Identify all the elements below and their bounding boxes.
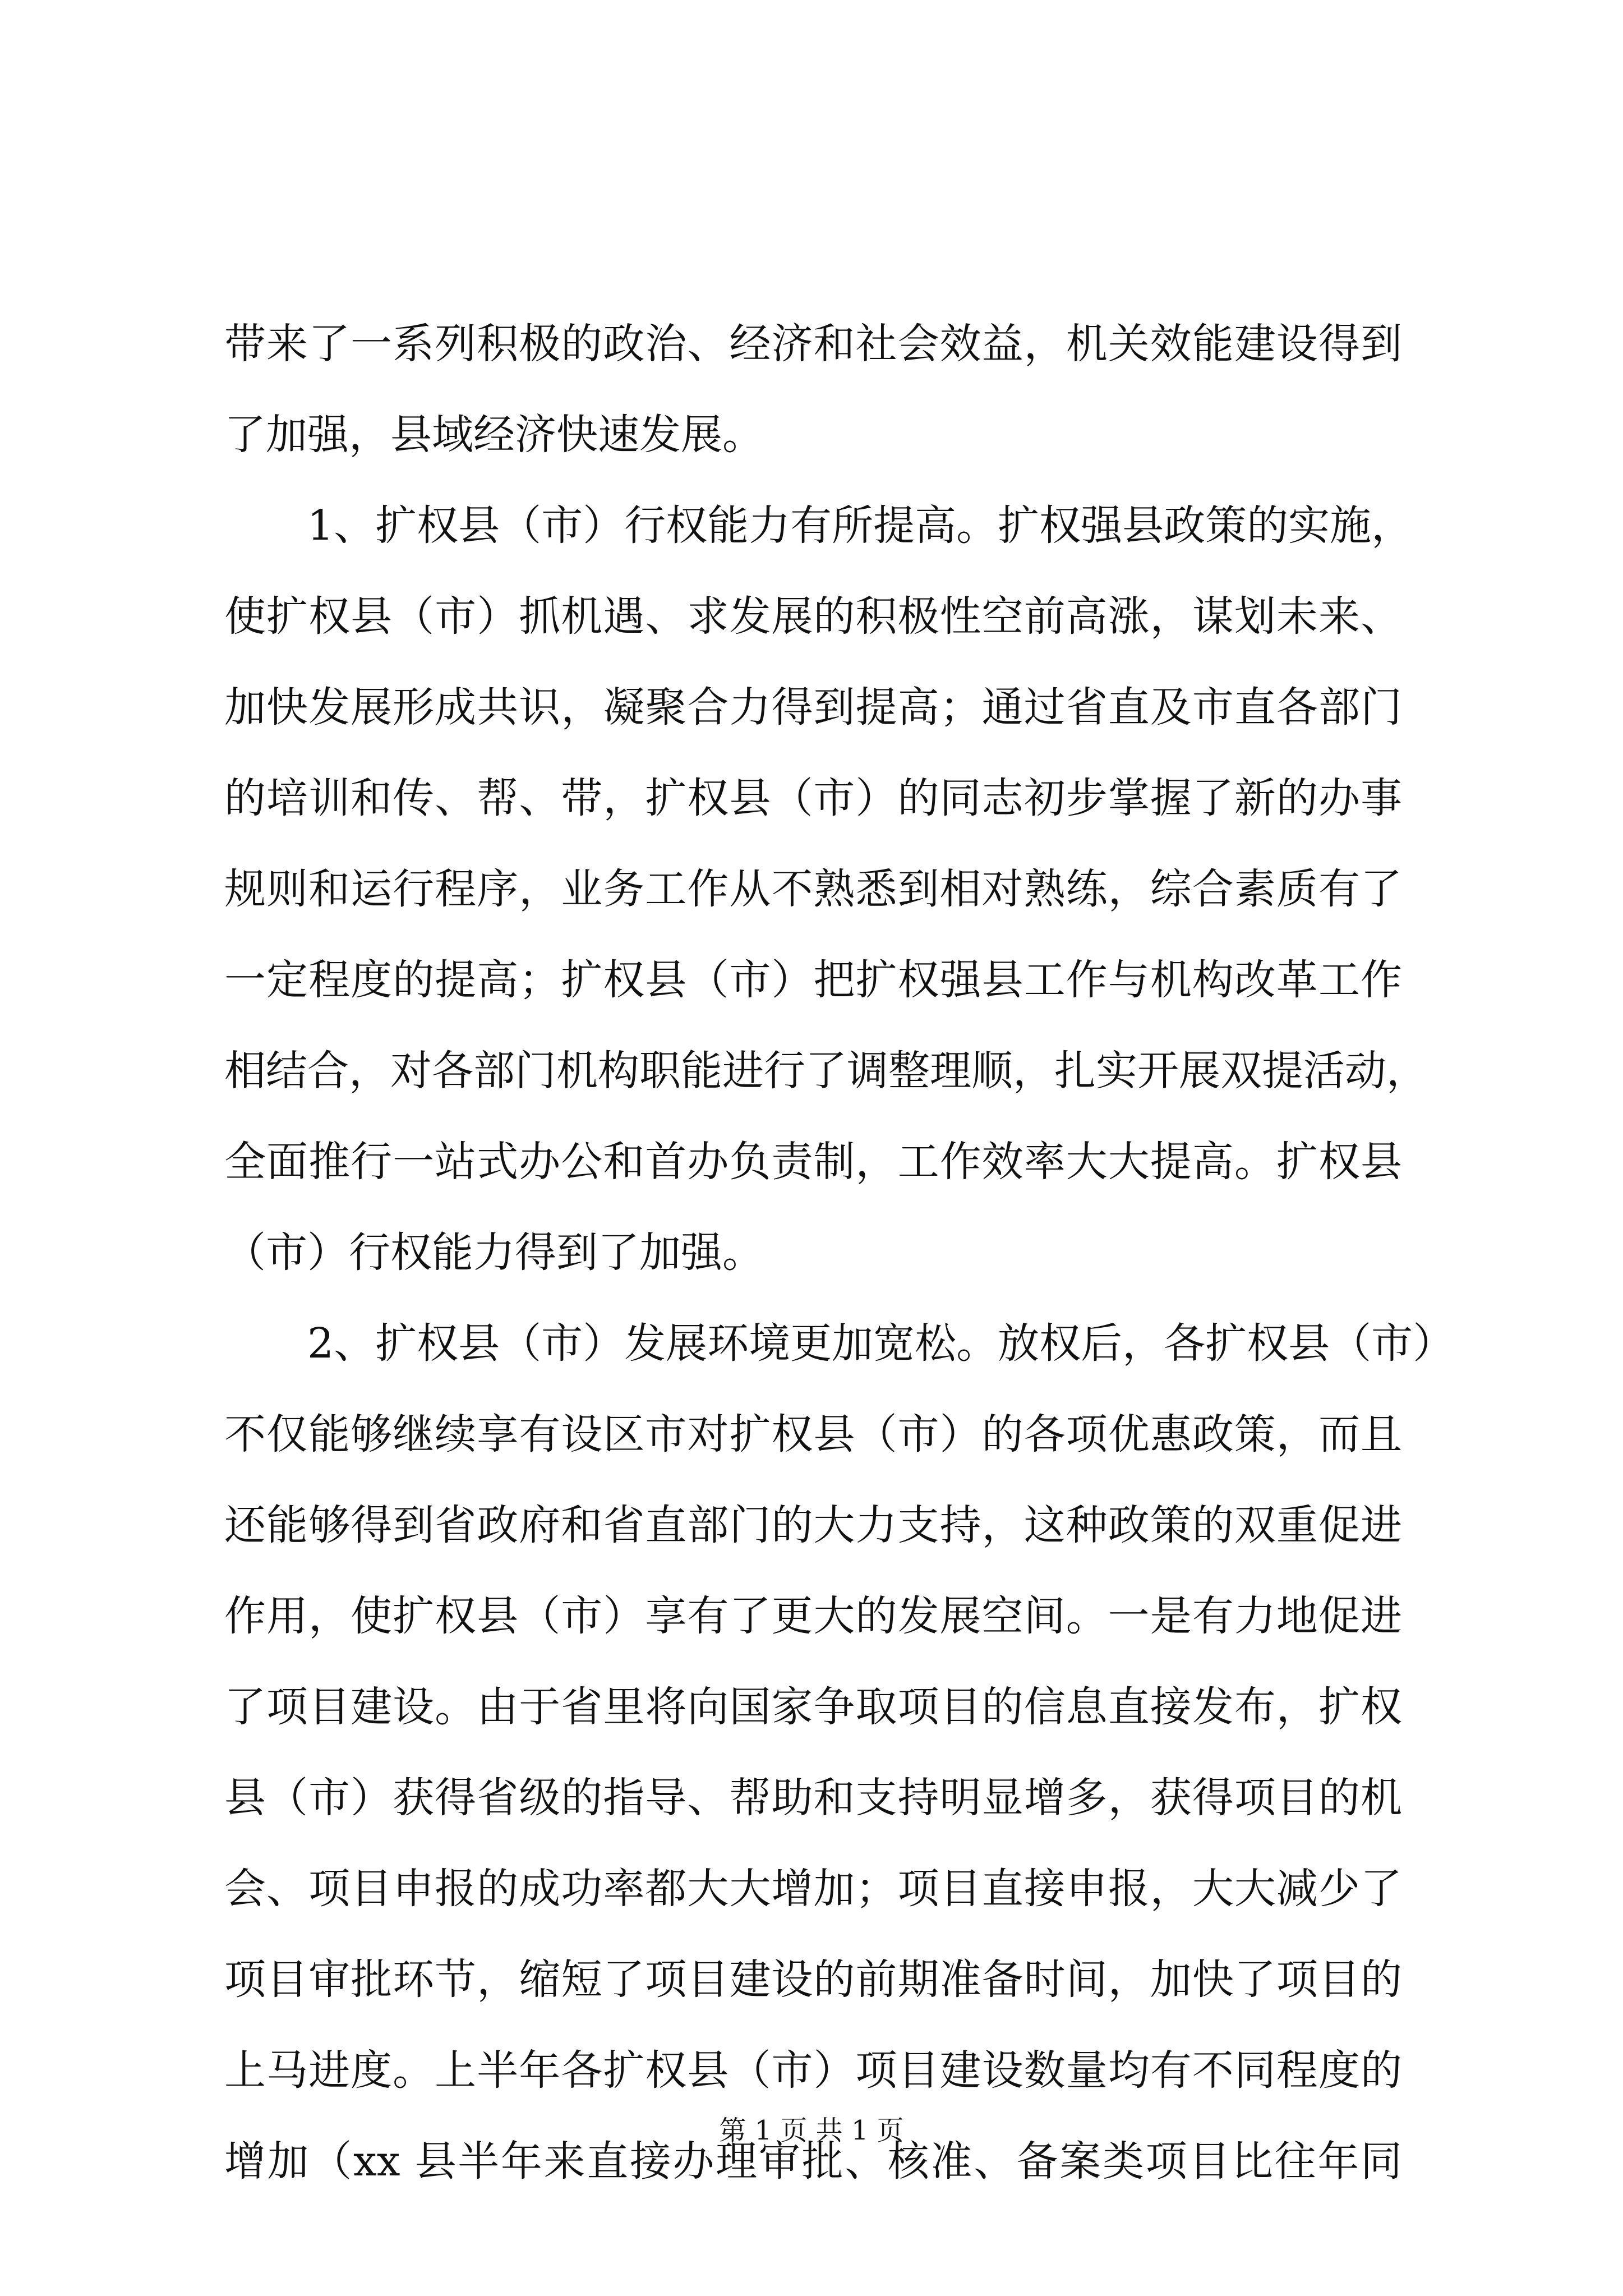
paragraph-1 bbox=[224, 298, 1402, 480]
paragraph-line: （市）行权能力得到了加强。 bbox=[224, 1228, 764, 1277]
paragraph-3 bbox=[224, 1298, 1455, 2207]
paragraph-line: 作用，使扩权县（市）享有了更大的发展空间。一是有力地促进 bbox=[224, 1592, 1402, 1640]
paragraph-line: 了项目建设。由于省里将向国家争取项目的信息直接发布，扩权 bbox=[224, 1683, 1402, 1731]
paragraph-line: 县（市）获得省级的指导、帮助和支持明显增多，获得项目的机 bbox=[224, 1774, 1402, 1822]
paragraph-line: 不仅能够继续享有设区市对扩权县（市）的各项优惠政策，而且 bbox=[224, 1410, 1402, 1458]
paragraph-line: 还能够得到省政府和省直部门的大力支持，这种政策的双重促进 bbox=[224, 1501, 1402, 1549]
document-body bbox=[224, 298, 1455, 2207]
paragraph-line: 2、扩权县（市）发展环境更加宽松。放权后，各扩权县（市） bbox=[307, 1319, 1455, 1368]
paragraph-line: 了加强，县域经济快速发展。 bbox=[224, 411, 764, 459]
paragraph-line: 带来了一系列积极的政治、经济和社会效益，机关效能建设得到 bbox=[224, 320, 1402, 368]
paragraph-line: 1、扩权县（市）行权能力有所提高。扩权强县政策的实施， bbox=[307, 501, 1413, 550]
paragraph-line: 全面推行一站式办公和首办负责制，工作效率大大提高。扩权县 bbox=[224, 1138, 1402, 1186]
paragraph-line: 规则和运行程序，业务工作从不熟悉到相对熟练，综合素质有了 bbox=[224, 865, 1402, 913]
page-number-footer: 第 1 页 共 1 页 bbox=[719, 2115, 904, 2146]
paragraph-2 bbox=[224, 480, 1428, 1298]
paragraph-line: 项目审批环节，缩短了项目建设的前期准备时间，加快了项目的 bbox=[224, 1955, 1402, 2004]
paragraph-line: 上马进度。上半年各扩权县（市）项目建设数量均有不同程度的 bbox=[224, 2046, 1402, 2095]
paragraph-line: 会、项目申报的成功率都大大增加；项目直接申报，大大减少了 bbox=[224, 1865, 1402, 1913]
paragraph-line: 一定程度的提高；扩权县（市）把扩权强县工作与机构改革工作 bbox=[224, 956, 1402, 1004]
paragraph-line: 使扩权县（市）抓机遇、求发展的积极性空前高涨，谋划未来、 bbox=[224, 592, 1402, 641]
paragraph-line: 加快发展形成共识，凝聚合力得到提高；通过省直及市直各部门 bbox=[224, 683, 1402, 731]
paragraph-line: 增加（xx 县半年来直接办理审批、核准、备案类项目比往年同 bbox=[224, 2137, 1402, 2185]
paragraph-line: 相结合，对各部门机构职能进行了调整理顺，扎实开展双提活动， bbox=[224, 1047, 1428, 1095]
paragraph-line: 的培训和传、帮、带，扩权县（市）的同志初步掌握了新的办事 bbox=[224, 774, 1402, 822]
